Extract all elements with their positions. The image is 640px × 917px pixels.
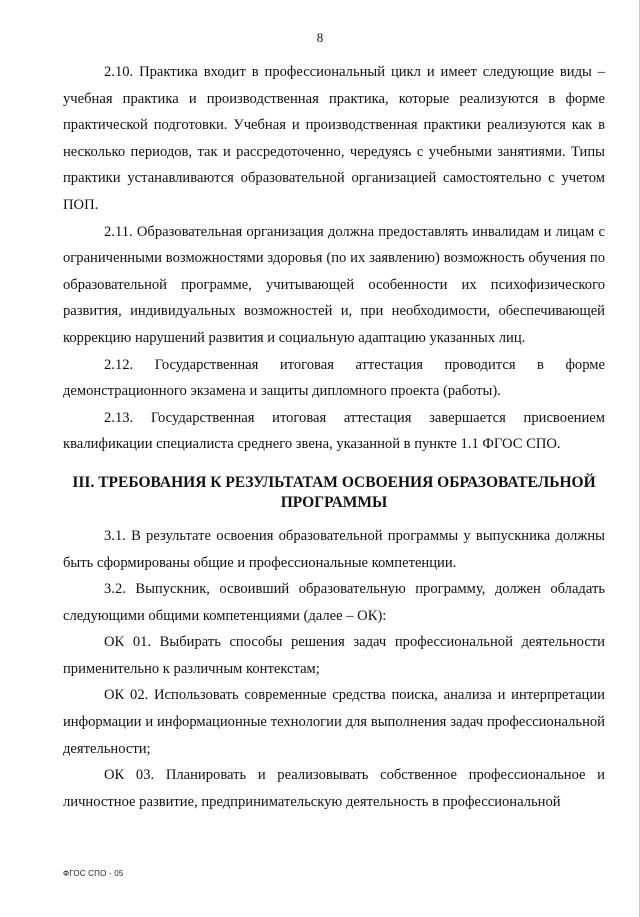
competency-ok-02: ОК 02. Использовать современные средства поиска, анализа и интерпретации информации и информационные технологии для выполнения задач профессиональной деятельности; (63, 687, 605, 757)
paragraph-2-11: 2.11. Образовательная организация должна предоставлять инвалидам и лицам с ограниченными возможностями здоровья (по их заявлению) возможность обучения по образовательной программе, учитывающей особенности их психофизического развития, индивидуальных возможностей и, при необходимости, обеспечивающей коррекцию нарушений развития и социальную адаптацию указанных лиц. (63, 223, 605, 346)
competency-ok-01: ОК 01. Выбирать способы решения задач профессиональной деятельности применительно к различным контекстам; (63, 634, 605, 677)
paragraph-2-10: 2.10. Практика входит в профессиональный цикл и имеет следующие виды – учебная практика и производственная практика, которые реализуются в форме практической подготовки. Учебная и производственная практики реализуются как в несколько периодов, так и рассредоточенно, чередуясь с учебными занятиями. Типы практики устанавливаются образовательной организацией самостоятельно с учетом ПОП. (63, 64, 605, 213)
footer-label: ФГОС СПО - 05 (63, 869, 124, 878)
section-heading-line-2: ПРОГРАММЫ (280, 493, 388, 511)
paragraph-2-13: 2.13. Государственная итоговая аттестация завершается присвоением квалификации специалиста среднего звена, указанной в пункте 1.1 ФГОС СПО. (63, 409, 605, 453)
section-heading (63, 473, 605, 513)
paragraph-2-12: 2.12. Государственная итоговая аттестация проводится в форме демонстрационного экзамена и защиты дипломного проекта (работы). (63, 356, 605, 400)
section-heading-line-1: III. ТРЕБОВАНИЯ К РЕЗУЛЬТАТАМ ОСВОЕНИЯ ОБРАЗОВАТЕЛЬНОЙ (72, 473, 596, 491)
document-body (63, 59, 605, 815)
paragraph-3-1: 3.1. В результате освоения образовательной программы у выпускника должны быть сформированы общие и профессиональные компетенции. (63, 527, 605, 571)
page-number: 8 (316, 30, 324, 45)
competency-ok-03: ОК 03. Планировать и реализовывать собственное профессиональное и личностное развитие, предпринимательскую деятельность в профессиональной (63, 767, 605, 810)
paragraph-3-2: 3.2. Выпускник, освоивший образовательную программу, должен обладать следующими общими компетенциями (далее – ОК): (63, 581, 605, 624)
